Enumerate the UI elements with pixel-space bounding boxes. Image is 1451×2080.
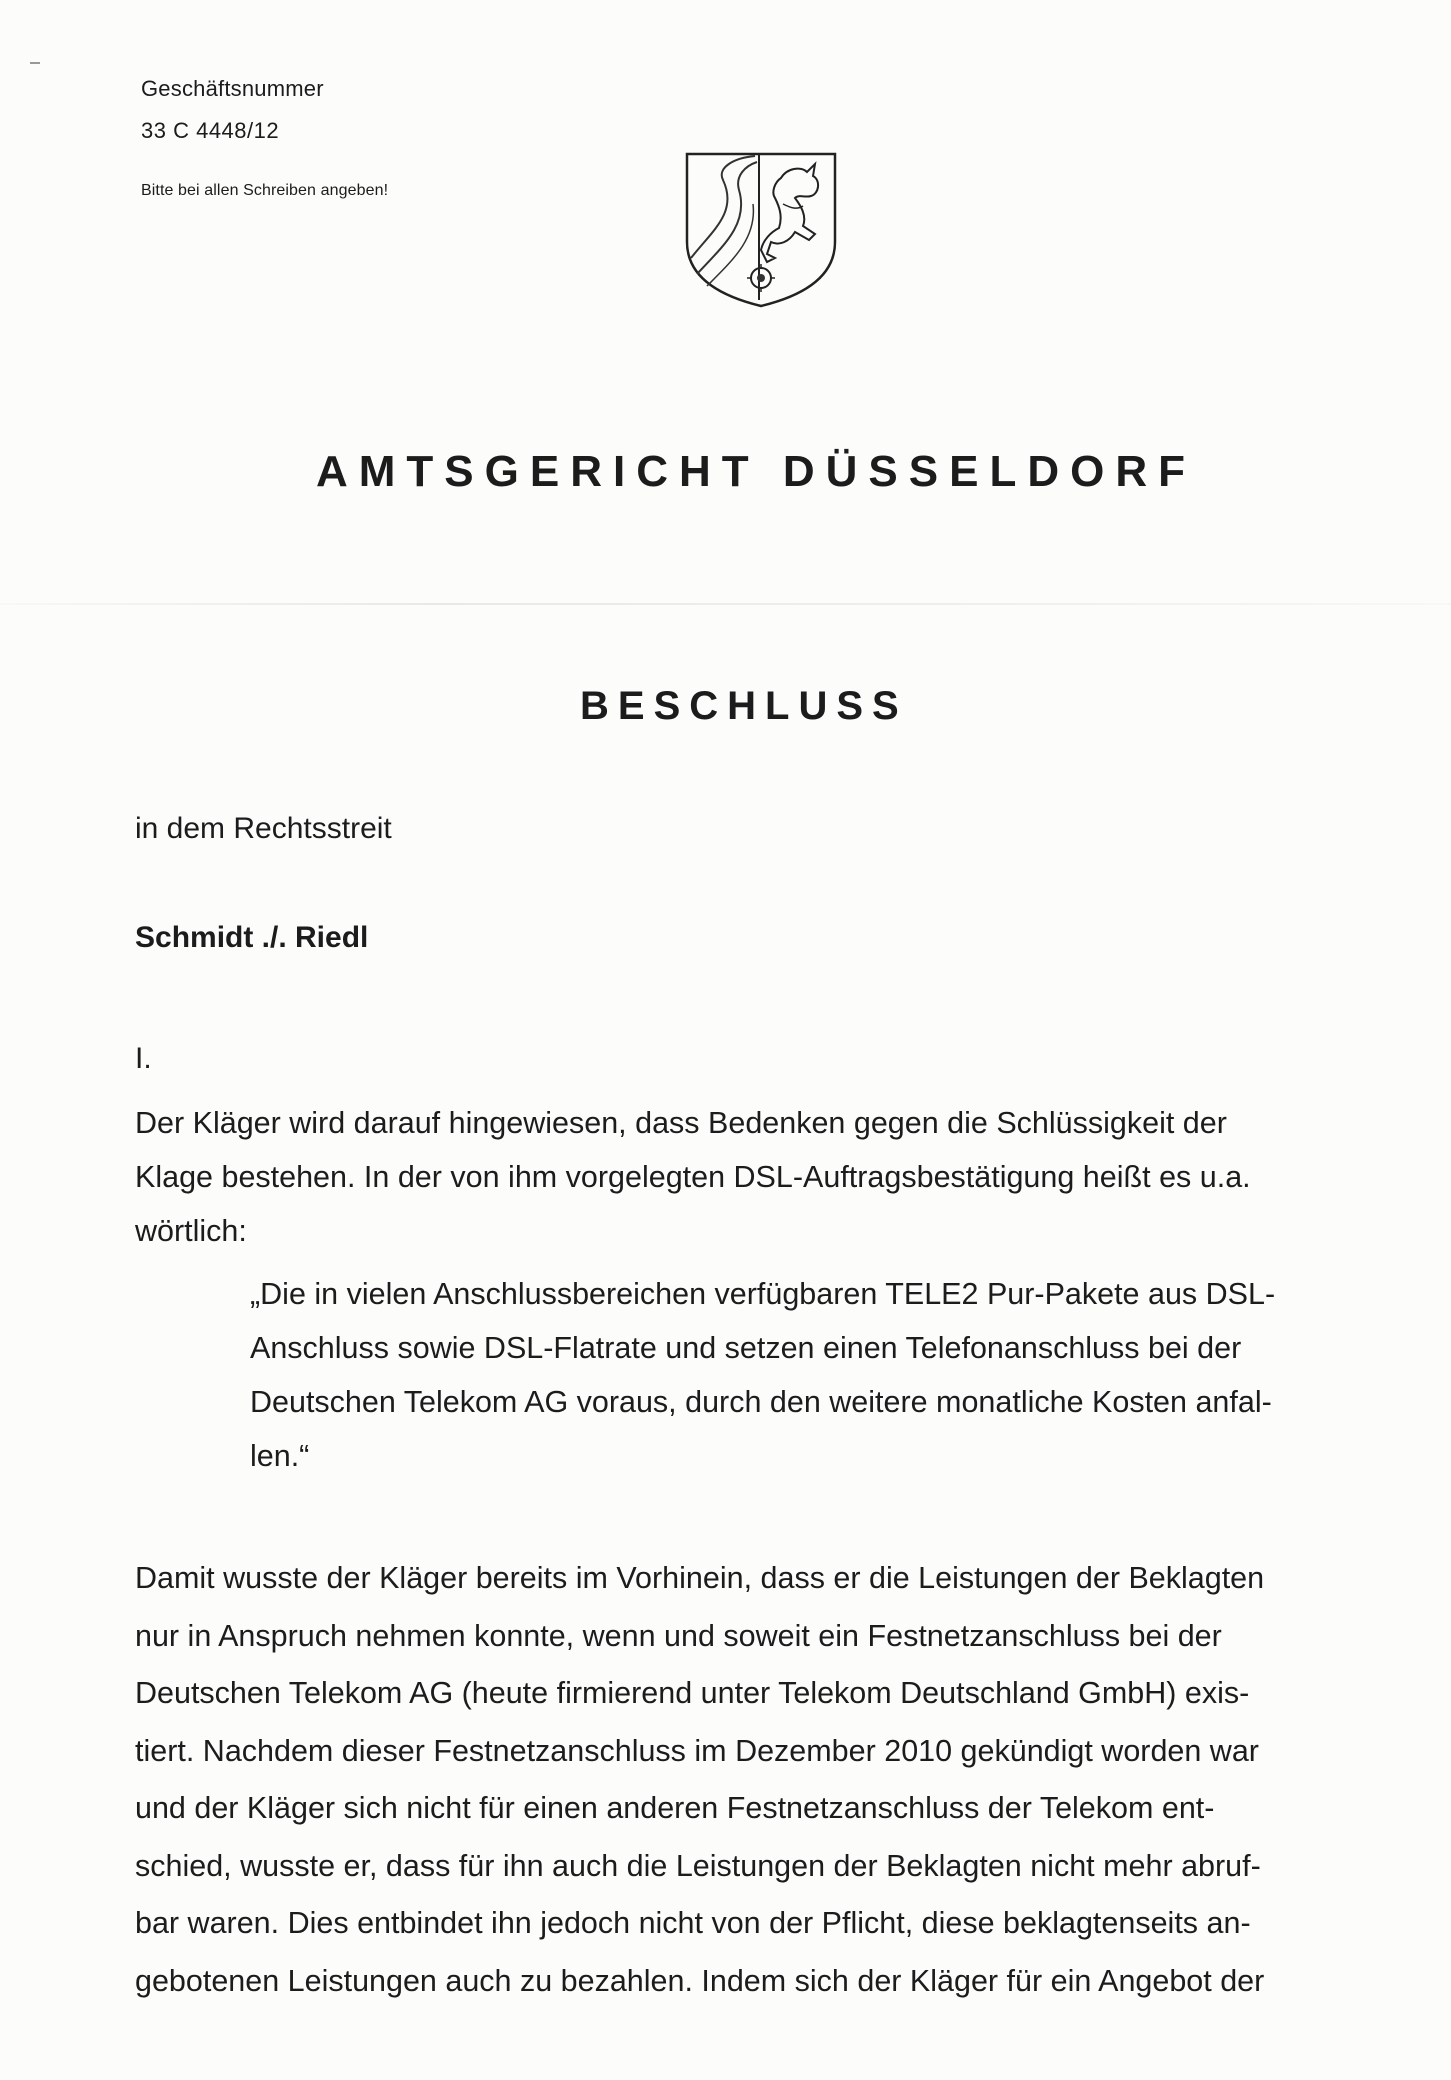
document-title: BESCHLUSS: [580, 684, 908, 728]
reference-block: [141, 68, 388, 200]
text-line: Deutschen Telekom AG (heute firmierend unter Telekom Deutschland GmbH) exis-: [135, 1676, 1250, 1710]
reference-note: Bitte bei allen Schreiben angeben!: [141, 182, 389, 199]
scan-mark: [30, 62, 40, 64]
text-line: schied, wusste er, dass für ihn auch die Leistungen der Beklagten nicht mehr abruf-: [135, 1848, 1261, 1883]
text-line: und der Kläger sich nicht für einen anderen Festnetzanschluss der Telekom ent-: [135, 1791, 1215, 1825]
paragraph-2: [135, 1550, 1264, 2010]
text-line: Der Kläger wird darauf hingewiesen, dass Bedenken gegen die Schlüssigkeit der: [135, 1106, 1227, 1140]
text-line: gebotenen Leistungen auch zu bezahlen. Indem sich der Kläger für ein Angebot der: [135, 1963, 1265, 1998]
quote-line: len.“: [250, 1439, 310, 1473]
intro-text: in dem Rechtsstreit: [135, 812, 392, 845]
text-line: Klage bestehen. In der von ihm vorgelegten DSL-Auftragsbestätigung heißt es u.a.: [135, 1160, 1251, 1194]
case-number-label: Geschäftsnummer: [141, 76, 324, 101]
text-line: Damit wusste der Kläger bereits im Vorhinein, dass er die Leistungen der Beklagten: [135, 1561, 1265, 1595]
coat-of-arms-icon: [683, 150, 839, 310]
paper-fold-line: [0, 603, 1451, 605]
section-number: I.: [135, 1042, 152, 1075]
parties: Schmidt ./. Riedl: [135, 921, 369, 954]
text-line: tiert. Nachdem dieser Festnetzanschluss im Dezember 2010 gekündigt worden war: [135, 1733, 1259, 1768]
case-number: 33 C 4448/12: [141, 118, 280, 143]
quote-line: Anschluss sowie DSL-Flatrate und setzen einen Telefonanschluss bei der: [250, 1331, 1242, 1365]
text-line: nur in Anspruch nehmen konnte, wenn und soweit ein Festnetzanschluss bei der: [135, 1618, 1222, 1653]
quote-line: „Die in vielen Anschlussbereichen verfügbaren TELE2 Pur-Pakete aus DSL-: [250, 1277, 1276, 1311]
text-line: wörtlich:: [135, 1214, 247, 1248]
paragraph-1: [135, 1096, 1251, 1258]
quotation: [250, 1267, 1275, 1483]
court-name: AMTSGERICHT DÜSSELDORF: [316, 447, 1196, 496]
quote-line: Deutschen Telekom AG voraus, durch den weitere monatliche Kosten anfal-: [250, 1385, 1272, 1419]
text-line: bar waren. Dies entbindet ihn jedoch nicht von der Pflicht, diese beklagtenseits an-: [135, 1906, 1251, 1940]
